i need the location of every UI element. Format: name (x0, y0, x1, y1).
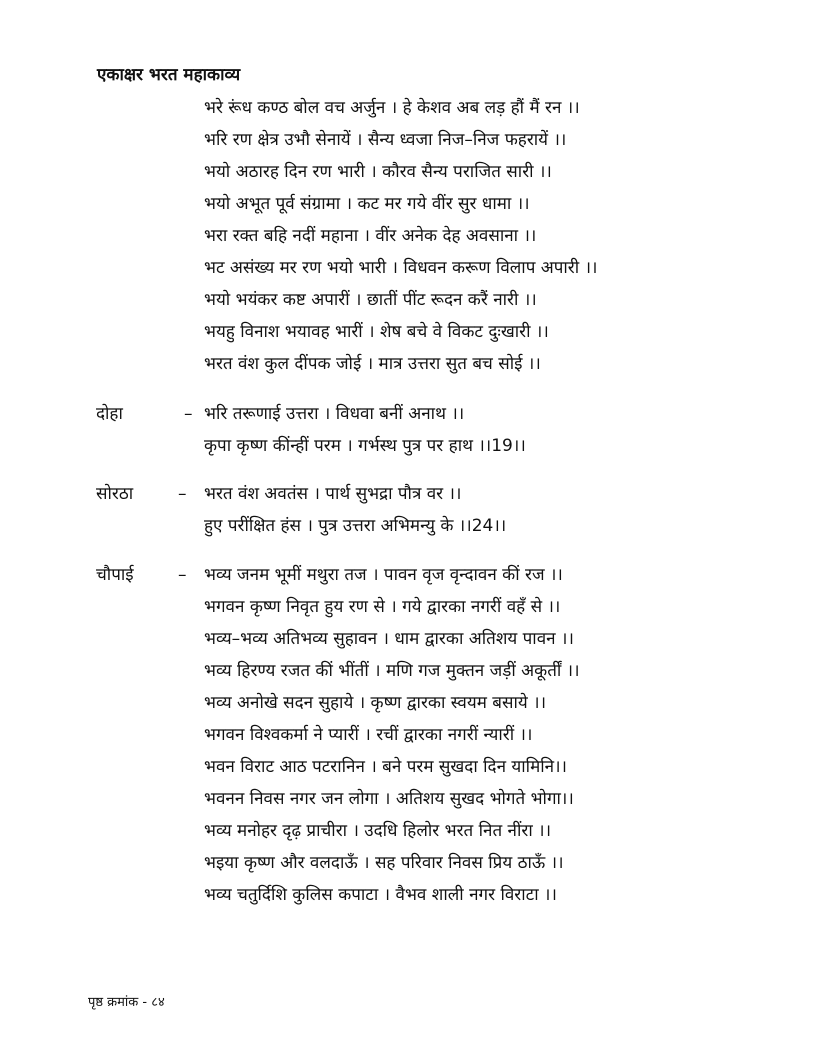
verse-line: भव्य मनोहर दृढ़ प्राचीरा । उदधि हिलोर भरत नित नींरा ।। (204, 821, 552, 841)
doha-dash: – (184, 404, 193, 424)
verse-line: भरि रण क्षेत्र उभौ सेनायें । सैन्य ध्वजा निज–निज फहरायें ।। (204, 130, 567, 150)
book-title: एकाक्षर भरत महाकाव्य (97, 65, 241, 85)
verse-line: भगवन विश्वकर्मा ने प्यारीं । रचीं द्वारका नगरीं न्यारीं ।। (204, 725, 533, 745)
verse-line: भगवन कृष्ण निवृत हुय रण से । गये द्वारका नगरीं वहँ से ।। (204, 597, 561, 617)
verse-line: भरत वंश कुल दींपक जोई । मात्र उत्तरा सुत बच सोई ।। (204, 354, 541, 374)
verse-line: भव्य चतुर्दिशि कुलिस कपाटा । वैभव शाली नगर विराटा ।। (204, 885, 557, 905)
doha-label: दोहा (96, 404, 123, 424)
sortha-label: सोरठा (96, 484, 134, 504)
page-number: पृष्ठ क्रमांक - ८४ (88, 995, 165, 1010)
verse-line: भयो अभूत पूर्व संग्रामा । कट मर गये वींर सुर धामा ।। (204, 194, 530, 214)
sortha-dash: – (178, 484, 187, 504)
verse-line: भरत वंश अवतंस । पार्थ सुभद्रा पौत्र वर ।। (204, 484, 462, 504)
verse-line: भवन विराट आठ पटरानिन । बने परम सुखदा दिन यामिनि।। (204, 757, 567, 777)
verse-line: भयो भयंकर कष्ट अपारीं । छातीं पींट रूदन करैं नारी ।। (204, 290, 537, 310)
verse-line: भव्य जनम भूमीं मथुरा तज । पावन वृज वृन्दावन कीं रज ।। (204, 565, 563, 585)
chaupai-dash: – (178, 565, 187, 585)
verse-line: भट असंख्य मर रण भयो भारी । विधवन करूण विलाप अपारी ।। (204, 258, 598, 278)
verse-line: कृपा कृष्ण कींन्हीं परम । गर्भस्थ पुत्र पर हाथ ।।19।। (204, 436, 526, 456)
verse-line: भरे रूंध कण्ठ बोल वच अर्जुन । हे केशव अब लड़ हौं मैं रन ।। (204, 98, 580, 118)
verse-line: भव्य अनोखे सदन सुहाये । कृष्ण द्वारका स्वयम बसाये ।। (204, 693, 547, 713)
verse-line: भव्य–भव्य अतिभव्य सुहावन । धाम द्वारका अतिशय पावन ।। (204, 629, 574, 649)
verse-line: भरि तरूणाई उत्तरा । विधवा बनीं अनाथ ।। (204, 404, 465, 424)
chaupai-label: चौपाई (96, 565, 134, 585)
verse-line: भवनन निवस नगर जन लोगा । अतिशय सुखद भोगते भोगा।। (204, 789, 574, 809)
verse-line: भयो अठारह दिन रण भारी । कौरव सैन्य पराजित सारी ।। (204, 162, 552, 182)
verse-line: भरा रक्त बहि नदीं महाना । वींर अनेक देह अवसाना ।। (204, 226, 537, 246)
verse-line: भव्य हिरण्य रजत कीं भींतीं । मणि गज मुक्तन जड़ीं अकूर्तीं ।। (204, 661, 580, 681)
verse-line: भइया कृष्ण और वलदाऊँ । सह परिवार निवस प्रिय ठाऊँ ।। (204, 853, 564, 873)
verse-line: भयहु विनाश भयावह भारीं । शेष बचे वे विकट दुःखारी ।। (204, 322, 549, 342)
verse-line: हुए परींक्षित हंस । पुत्र उत्तरा अभिमन्यु के ।।24।। (204, 516, 507, 536)
